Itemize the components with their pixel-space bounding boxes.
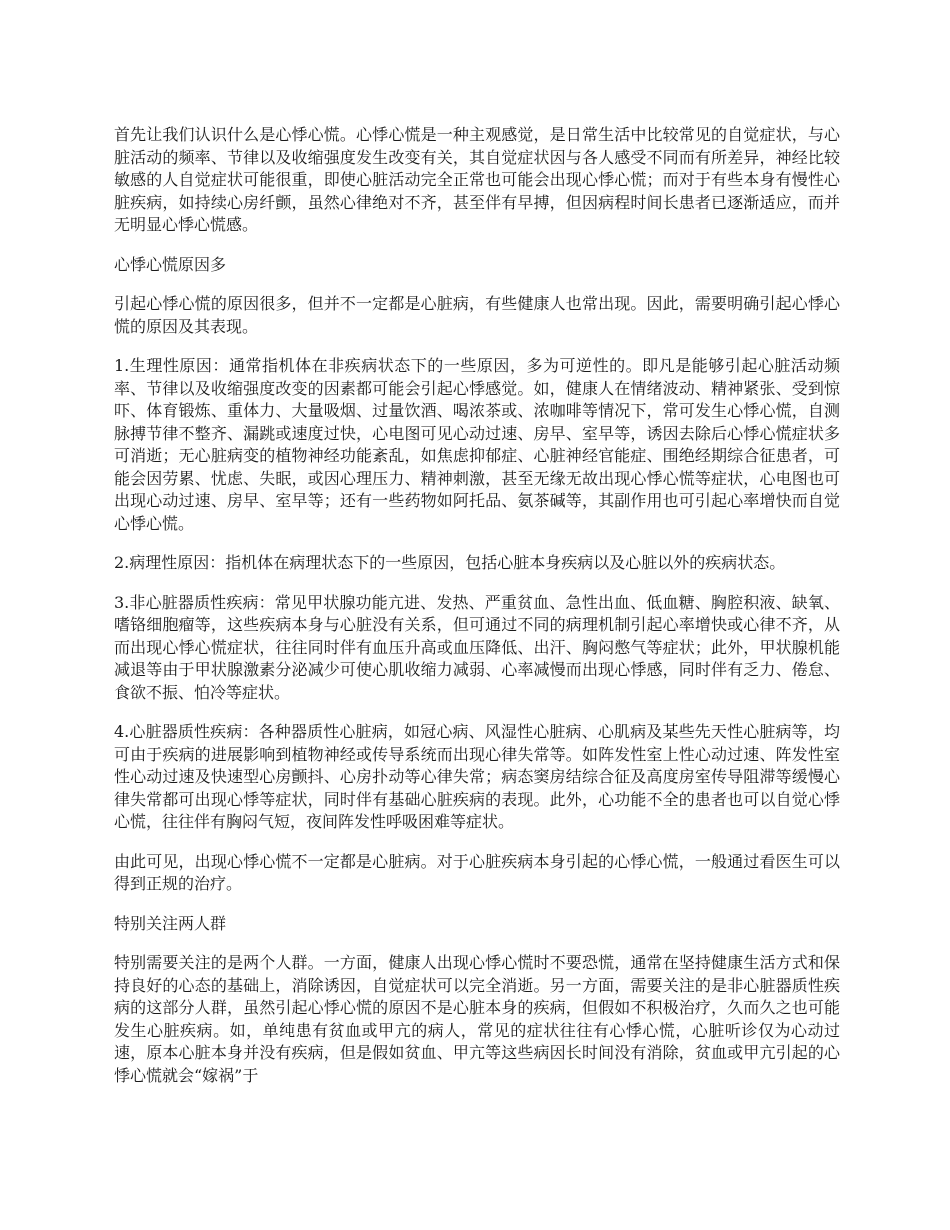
document-page — [114, 124, 840, 1104]
pathological-causes-paragraph: 2.病理性原因：指机体在病理状态下的一些原因，包括心脏本身疾病以及心脏以外的疾病状态。 — [114, 553, 786, 572]
intro-paragraph: 首先让我们认识什么是心悸心慌。心悸心慌是一种主观感觉，是日常生活中比较常见的自觉症状，与心脏活动的频率、节律以及收缩强度发生改变有关，其自觉症状因与各人感受不同而有所差异，神经比较敏感的人自觉症状可能很重，即使心脏活动完全正常也可能会出现心悸心慌；而对于有些本身有慢性心脏疾病，如持续心房纤颤，虽然心律绝对不齐，甚至伴有早搏，但因病程时间长患者已逐渐适应，而并无明显心悸心慌感。 — [114, 125, 840, 234]
causes-intro-paragraph: 引起心悸心慌的原因很多，但并不一定都是心脏病，有些健康人也常出现。因此，需要明确引起心悸心慌的原因及其表现。 — [114, 294, 840, 336]
two-groups-paragraph: 特别需要关注的是两个人群。一方面，健康人出现心悸心慌时不要恐慌，通常在坚持健康生活方式和保持良好的心态的基础上，消除诱因，自觉症状可以完全消逝。另一方面，需要关注的是非心脏器质性疾病的这部分人群，虽然引起心悸心慌的原因不是心脏本身的疾病，但假如不积极治疗，久而久之也可能发生心脏疾病。如，单纯患有贫血或甲亢的病人，常见的症状往往有心悸心慌，心脏听诊仅为心动过速，原本心脏本身并没有疾病，但是假如贫血、甲亢等这些病因长时间没有消除，贫血或甲亢引起的心悸心慌就会“嫁祸”于 — [114, 953, 840, 1085]
physiological-causes-paragraph: 1.生理性原因：通常指机体在非疾病状态下的一些原因，多为可逆性的。即凡是能够引起心脏活动频率、节律以及收缩强度改变的因素都可能会引起心悸感觉。如，健康人在情绪波动、精神紧张、受到惊吓、体育锻炼、重体力、大量吸烟、过量饮酒、喝浓茶或、浓咖啡等情况下，常可发生心悸心慌，自测脉搏节律不整齐、漏跳或速度过快，心电图可见心动过速、房早、室早等，诱因去除后心悸心慌症状多可消逝；无心脏病变的植物神经功能紊乱，如焦虑抑郁症、心脏神经官能症、围绝经期综合征患者，可能会因劳累、忧虑、失眠，或因心理压力、精神刺激，甚至无缘无故出现心悸心慌等症状，心电图也可出现心动过速、房早、室早等；还有一些药物如阿托品、氨茶碱等，其副作用也可引起心率增快而自觉心悸心慌。 — [114, 356, 840, 533]
section-heading-two-groups: 特别关注两人群 — [114, 913, 227, 933]
section-heading-causes: 心悸心慌原因多 — [114, 254, 227, 274]
cardiac-disease-paragraph: 4.心脏器质性疾病：各种器质性心脏病，如冠心病、风湿性心脏病、心肌病及某些先天性心脏病等，均可由于疾病的进展影响到植物神经或传导系统而出现心律失常等。如阵发性室上性心动过速、阵发性室性心动过速及快速型心房颤抖、心房扑动等心律失常；病态窦房结综合征及高度房室传导阻滞等缓慢心律失常都可出现心悸等症状，同时伴有基础心脏疾病的表现。此外，心功能不全的患者也可以自觉心悸心慌，往往伴有胸闷气短，夜间阵发性呼吸困难等症状。 — [114, 722, 840, 831]
conclusion-paragraph: 由此可见，出现心悸心慌不一定都是心脏病。对于心脏疾病本身引起的心悸心慌，一般通过看医生可以得到正规的治疗。 — [114, 851, 840, 893]
non-cardiac-disease-paragraph: 3.非心脏器质性疾病：常见甲状腺功能亢进、发热、严重贫血、急性出血、低血糖、胸腔积液、缺氧、嗜铬细胞瘤等，这些疾病本身与心脏没有关系，但可通过不同的病理机制引起心率增快或心律不齐，从而出现心悸心慌症状，往往同时伴有血压升高或血压降低、出汗、胸闷憋气等症状；此外，甲状腺机能减退等由于甲状腺激素分泌减少可使心肌收缩力减弱、心率减慢而出现心悸感，同时伴有乏力、倦怠、食欲不振、怕冷等症状。 — [114, 592, 840, 702]
